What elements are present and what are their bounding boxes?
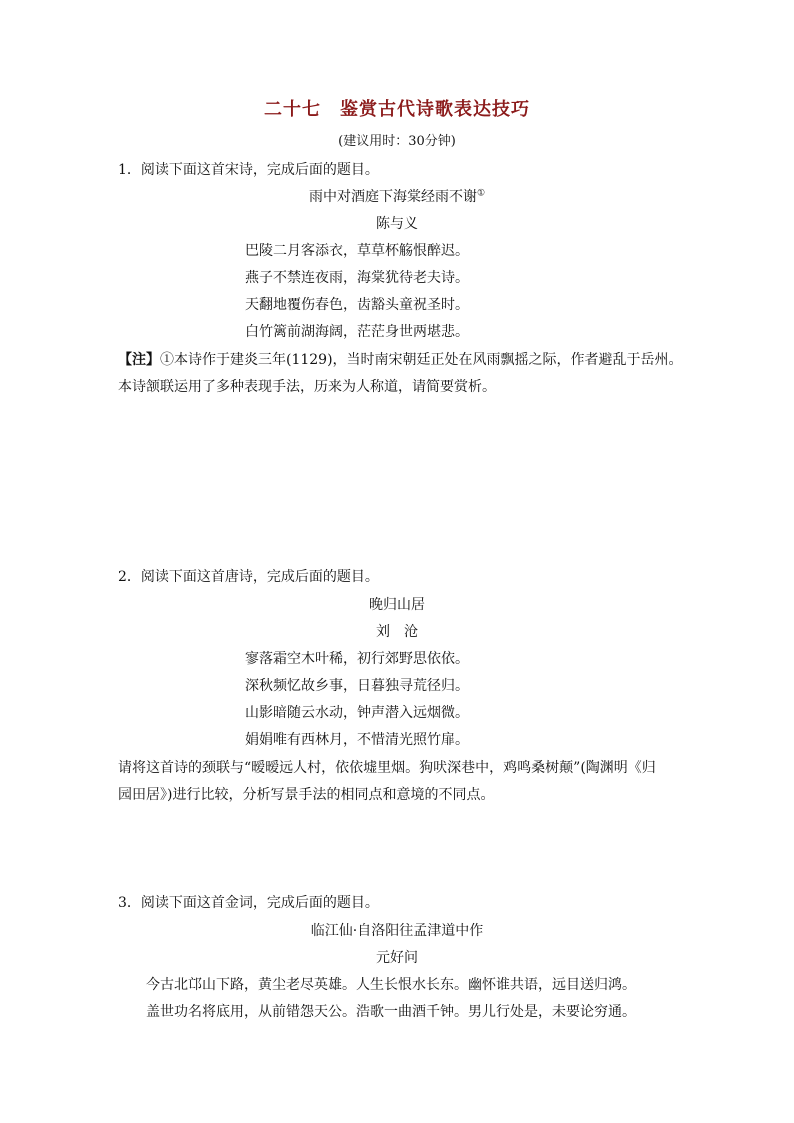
- q3-author: 元好问: [376, 950, 418, 966]
- q1-author: 陈与义: [376, 216, 418, 232]
- q2-poem-line: 深秋频忆故乡事，日暮独寻荒径归。: [245, 678, 469, 694]
- q1-poem-line: 白竹篱前湖海阔，茫茫身世两堪悲。: [245, 324, 469, 340]
- q1-poem-title-text: 雨中对酒庭下海棠经雨不谢: [308, 189, 477, 205]
- q1-question: 本诗颔联运用了多种表现手法，历来为人称道，请简要赏析。: [118, 379, 496, 395]
- time-hint: (建议用时：30分钟): [338, 134, 456, 149]
- q3-poem-line: 盖世功名将底用，从前错怨天公。浩歌一曲酒千钟。男儿行处是，未要论穷通。: [146, 1004, 636, 1020]
- q1-poem-line: 巴陵二月客添衣，草草杯觞恨醉迟。: [245, 243, 469, 259]
- q2-poem-line: 寥落霜空木叶稀，初行郊野思依依。: [245, 651, 469, 667]
- q1-intro: 1．阅读下面这首宋诗，完成后面的题目。: [118, 162, 379, 178]
- q1-poem-title: [0, 187, 794, 207]
- q3-intro: 3．阅读下面这首金词，完成后面的题目。: [118, 895, 379, 911]
- q3-poem-title: 临江仙·自洛阳往孟津道中作: [310, 923, 484, 939]
- page-title: 二十七 鉴赏古代诗歌表达技巧: [264, 99, 530, 120]
- q1-note-text: ①本诗作于建炎三年(1129)，当时南宋朝廷正处在风雨飘摇之际，作者避乱于岳州。: [160, 352, 683, 368]
- q1-note: [118, 350, 683, 370]
- q2-question-line: 请将这首诗的颈联与“暧暧远人村，依依墟里烟。狗吠深巷中，鸡鸣桑树颠”(陶渊明《归: [118, 760, 656, 776]
- q2-poem-title: 晚归山居: [369, 597, 425, 613]
- q1-note-label: 【注】: [118, 352, 160, 368]
- q3-poem-line: 今古北邙山下路，黄尘老尽英雄。人生长恨水长东。幽怀谁共语，远目送归鸿。: [146, 977, 636, 993]
- q2-author: 刘 沧: [376, 624, 418, 640]
- q1-poem-line: 天翻地覆伤春色，齿豁头童祝圣时。: [245, 297, 469, 313]
- q1-footnote-mark: ①: [476, 188, 486, 199]
- q2-question-line: 园田居》)进行比较，分析写景手法的相同点和意境的不同点。: [118, 787, 495, 803]
- q2-poem-line: 山影暗随云水动，钟声潜入远烟微。: [245, 705, 469, 721]
- q2-intro: 2．阅读下面这首唐诗，完成后面的题目。: [118, 569, 379, 585]
- q2-poem-line: 娟娟唯有西林月，不惜清光照竹扉。: [245, 732, 469, 748]
- q1-poem-line: 燕子不禁连夜雨，海棠犹待老夫诗。: [245, 270, 469, 286]
